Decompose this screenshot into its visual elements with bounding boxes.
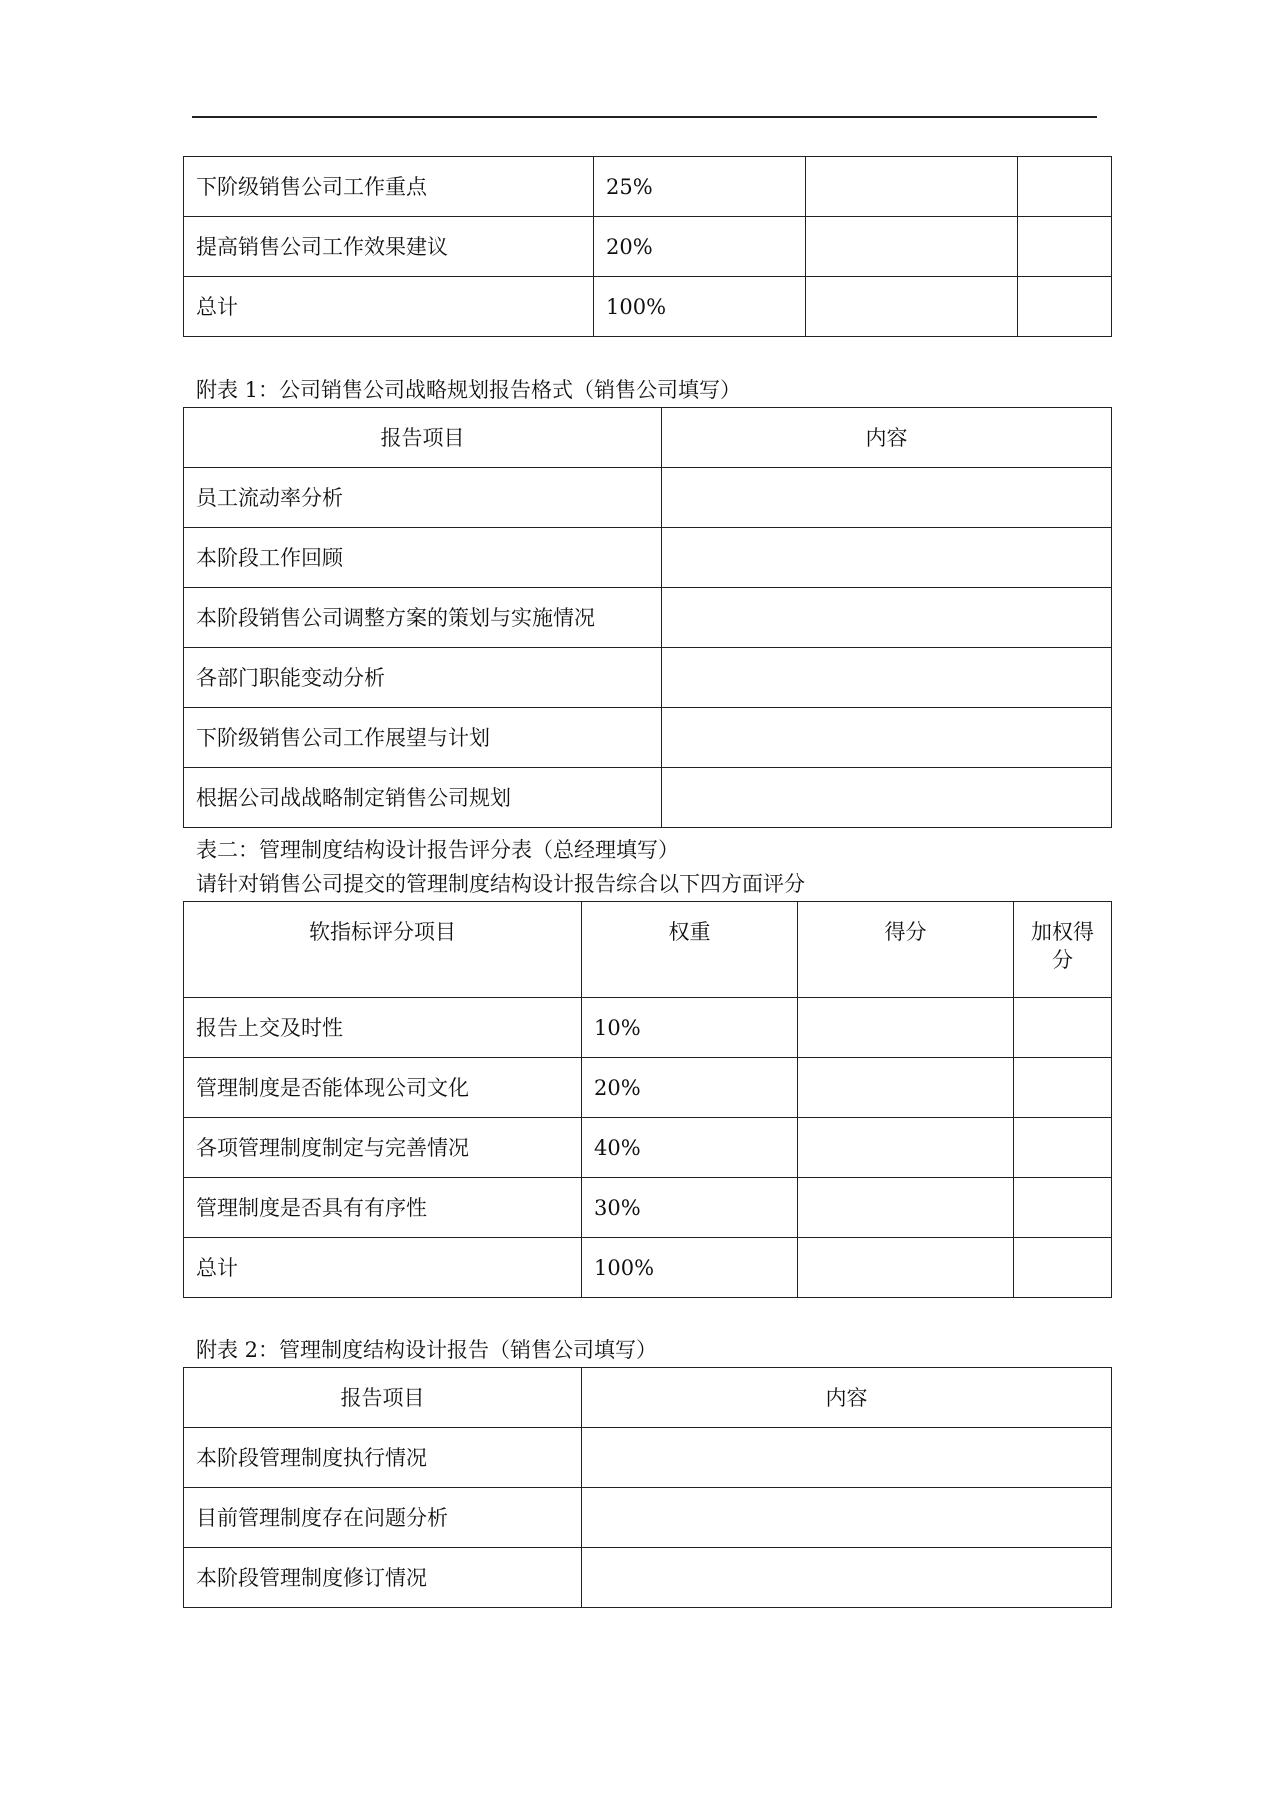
weighted-score-cell	[1014, 1118, 1112, 1178]
content-cell	[582, 1488, 1112, 1548]
content-cell	[582, 1548, 1112, 1608]
item-cell: 管理制度是否具有有序性	[184, 1178, 582, 1238]
weight-cell: 100%	[582, 1238, 798, 1298]
scoring-table	[183, 901, 1112, 1298]
item-cell: 本阶段管理制度修订情况	[184, 1548, 582, 1608]
item-cell: 总计	[184, 1238, 582, 1298]
table-row	[184, 1178, 1112, 1238]
score-cell	[806, 277, 1018, 337]
weight-table-continued	[183, 156, 1112, 337]
score-cell	[798, 1178, 1014, 1238]
table-row	[184, 1238, 1112, 1298]
table-row	[184, 1488, 1112, 1548]
column-header-weighted-score: 加权得分	[1014, 902, 1112, 998]
column-header-item: 软指标评分项目	[184, 902, 582, 998]
score-cell	[806, 157, 1018, 217]
item-cell: 报告上交及时性	[184, 998, 582, 1058]
score-cell	[798, 1058, 1014, 1118]
table-row	[184, 277, 1112, 337]
item-cell: 本阶段管理制度执行情况	[184, 1428, 582, 1488]
column-header-weight: 权重	[582, 902, 798, 998]
table-row	[184, 648, 1112, 708]
appendix2-caption: 附表 2：管理制度结构设计报告（销售公司填写）	[196, 1338, 658, 1362]
item-cell: 根据公司战战略制定销售公司规划	[184, 768, 662, 828]
item-cell: 本阶段工作回顾	[184, 528, 662, 588]
content-cell	[662, 648, 1112, 708]
weighted-score-cell	[1018, 277, 1112, 337]
weight-cell: 25%	[594, 157, 806, 217]
table2-instruction: 请针对销售公司提交的管理制度结构设计报告综合以下四方面评分	[196, 872, 805, 896]
table-row	[184, 157, 1112, 217]
table-row	[184, 1548, 1112, 1608]
weight-cell: 20%	[594, 217, 806, 277]
score-cell	[806, 217, 1018, 277]
weight-cell: 20%	[582, 1058, 798, 1118]
table-row	[184, 588, 1112, 648]
content-cell	[662, 468, 1112, 528]
item-cell: 员工流动率分析	[184, 468, 662, 528]
weighted-score-cell	[1018, 157, 1112, 217]
table-row	[184, 468, 1112, 528]
weighted-score-cell	[1014, 1238, 1112, 1298]
item-cell: 下阶级销售公司工作展望与计划	[184, 708, 662, 768]
table-row	[184, 528, 1112, 588]
item-cell: 目前管理制度存在问题分析	[184, 1488, 582, 1548]
score-cell	[798, 998, 1014, 1058]
table-row	[184, 1428, 1112, 1488]
column-header-content: 内容	[662, 408, 1112, 468]
weighted-score-cell	[1014, 998, 1112, 1058]
weight-cell: 40%	[582, 1118, 798, 1178]
content-cell	[662, 588, 1112, 648]
column-header-item: 报告项目	[184, 1368, 582, 1428]
table-row	[184, 1118, 1112, 1178]
score-cell	[798, 1118, 1014, 1178]
item-cell: 下阶级销售公司工作重点	[184, 157, 594, 217]
weighted-score-cell	[1014, 1178, 1112, 1238]
item-cell: 各部门职能变动分析	[184, 648, 662, 708]
table2-caption: 表二：管理制度结构设计报告评分表（总经理填写）	[196, 838, 679, 862]
table-header-row	[184, 902, 1112, 998]
column-header-item: 报告项目	[184, 408, 662, 468]
content-cell	[662, 528, 1112, 588]
item-cell: 各项管理制度制定与完善情况	[184, 1118, 582, 1178]
appendix2-table	[183, 1367, 1112, 1608]
content-cell	[662, 768, 1112, 828]
weighted-score-cell	[1014, 1058, 1112, 1118]
column-header-score: 得分	[798, 902, 1014, 998]
appendix1-table	[183, 407, 1112, 828]
item-cell: 管理制度是否能体现公司文化	[184, 1058, 582, 1118]
item-cell: 本阶段销售公司调整方案的策划与实施情况	[184, 588, 662, 648]
item-cell: 提高销售公司工作效果建议	[184, 217, 594, 277]
weight-cell: 100%	[594, 277, 806, 337]
table-row	[184, 708, 1112, 768]
content-cell	[582, 1428, 1112, 1488]
weight-cell: 30%	[582, 1178, 798, 1238]
header-rule	[192, 116, 1097, 118]
table-row	[184, 1058, 1112, 1118]
weight-cell: 10%	[582, 998, 798, 1058]
content-cell	[662, 708, 1112, 768]
item-cell: 总计	[184, 277, 594, 337]
table-row	[184, 768, 1112, 828]
score-cell	[798, 1238, 1014, 1298]
appendix1-caption: 附表 1：公司销售公司战略规划报告格式（销售公司填写）	[196, 378, 742, 402]
weighted-score-cell	[1018, 217, 1112, 277]
column-header-content: 内容	[582, 1368, 1112, 1428]
table-row	[184, 998, 1112, 1058]
table-row	[184, 217, 1112, 277]
table-header-row	[184, 408, 1112, 468]
table-header-row	[184, 1368, 1112, 1428]
